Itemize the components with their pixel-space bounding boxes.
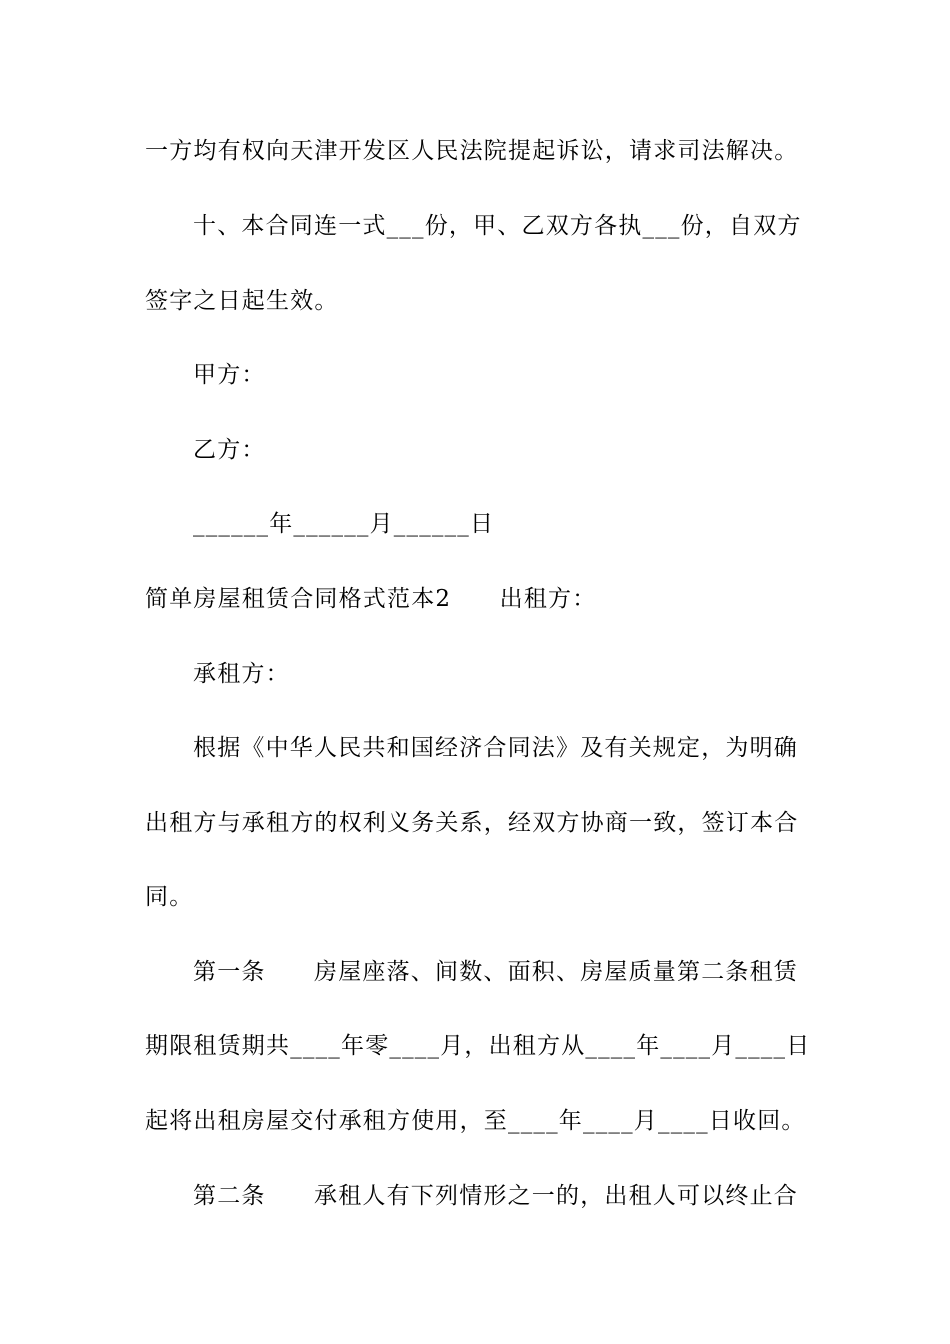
article-line: 第一条 房屋座落、间数、面积、房屋质量第二条租赁	[193, 959, 798, 985]
paragraph-line: 起将出租房屋交付承租方使用，至____年____月____日收回。	[145, 1108, 806, 1134]
paragraph-line: 十、本合同连一式___份，甲、乙双方各执___份，自双方	[193, 213, 802, 239]
paragraph-line: 一方均有权向天津开发区人民法院提起诉讼，请求司法解决。	[145, 138, 799, 164]
paragraph-line: 期限租赁期共____年零____月，出租方从____年____月____日	[145, 1033, 811, 1059]
tenant-label: 承租方：	[193, 661, 290, 687]
paragraph-line: 签字之日起生效。	[145, 288, 339, 314]
paragraph-line: 出租方与承租方的权利义务关系，经双方协商一致，签订本合	[145, 810, 799, 836]
article-line: 第二条 承租人有下列情形之一的，出租人可以终止合	[193, 1183, 798, 1209]
date-line: ______年______月______日	[193, 511, 495, 537]
party-b-label: 乙方：	[193, 437, 266, 463]
party-a-label: 甲方：	[193, 362, 266, 388]
paragraph-line: 同。	[145, 884, 194, 910]
section-title: 简单房屋租赁合同格式范本2 出租方：	[145, 586, 597, 612]
paragraph-line: 根据《中华人民共和国经济合同法》及有关规定，为明确	[193, 735, 798, 761]
